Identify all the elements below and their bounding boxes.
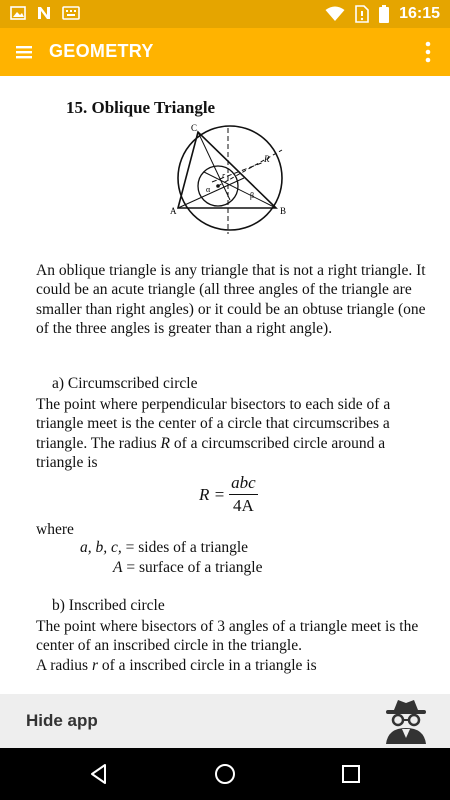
n-app-icon [36, 6, 52, 20]
angle-beta-label: β [250, 191, 255, 200]
intro-paragraph: An oblique triangle is any triangle that is not a right triangle. It could be an acute triangle (all three angles of the triangle are smaller than right angles) or it could be an obtuse triangle (one of the three angles is greater than a right angle). [36, 262, 426, 338]
navigation-bar [0, 748, 450, 800]
menu-icon[interactable] [10, 40, 38, 64]
status-bar [0, 0, 450, 28]
definition-sides: a, b, c, = sides of a triangle [80, 539, 249, 556]
image-icon [10, 6, 26, 20]
definition-surface: A = surface of a triangle [113, 559, 263, 576]
where-label: where [36, 521, 74, 538]
circumradius-formula [199, 472, 258, 517]
no-sim-icon [355, 5, 369, 23]
formula-lhs: R = [199, 484, 226, 504]
home-icon[interactable] [213, 762, 237, 786]
keyboard-app-icon [62, 6, 80, 20]
vertex-b-label: B [280, 206, 287, 216]
inscribed-paragraph: The point where bisectors of 3 angles of a triangle meet is the center of an inscribed circle in the triangle. A radius r of a inscribed circle in a triangle is [36, 618, 419, 674]
formula-fraction [229, 472, 258, 517]
wifi-icon [325, 6, 345, 22]
subheading-inscribed: b) Inscribed circle [52, 597, 165, 614]
formula-denominator: 4A [232, 496, 254, 515]
back-icon[interactable] [87, 762, 111, 786]
battery-icon [379, 5, 389, 23]
article-content[interactable] [0, 76, 450, 694]
vertex-c-label: C [191, 123, 198, 133]
vertex-a-label: A [170, 206, 177, 216]
hide-app-button[interactable]: Hide app [26, 711, 98, 730]
more-options-icon[interactable] [418, 40, 438, 64]
formula-numerator: abc [229, 472, 258, 495]
app-bar [0, 28, 450, 76]
subheading-circumscribed: a) Circumscribed circle [52, 375, 198, 392]
hide-app-bar[interactable] [0, 694, 450, 748]
angle-alpha-label: α [206, 185, 211, 194]
recents-icon[interactable] [339, 762, 363, 786]
clock: 16:15 [399, 5, 440, 22]
radius-small-r-label: r [222, 171, 226, 180]
page-title: GEOMETRY [49, 41, 154, 61]
spy-incognito-icon[interactable] [380, 698, 432, 744]
oblique-triangle-figure [164, 122, 300, 236]
radius-r-label: R [264, 154, 270, 164]
section-heading: 15. Oblique Triangle [66, 98, 216, 117]
circumscribed-paragraph: The point where perpendicular bisectors to each side of a triangle meet is the center of a circle that circumscribes a triangle. The radius R of a circumscribed circle around a triangle is [36, 396, 391, 472]
